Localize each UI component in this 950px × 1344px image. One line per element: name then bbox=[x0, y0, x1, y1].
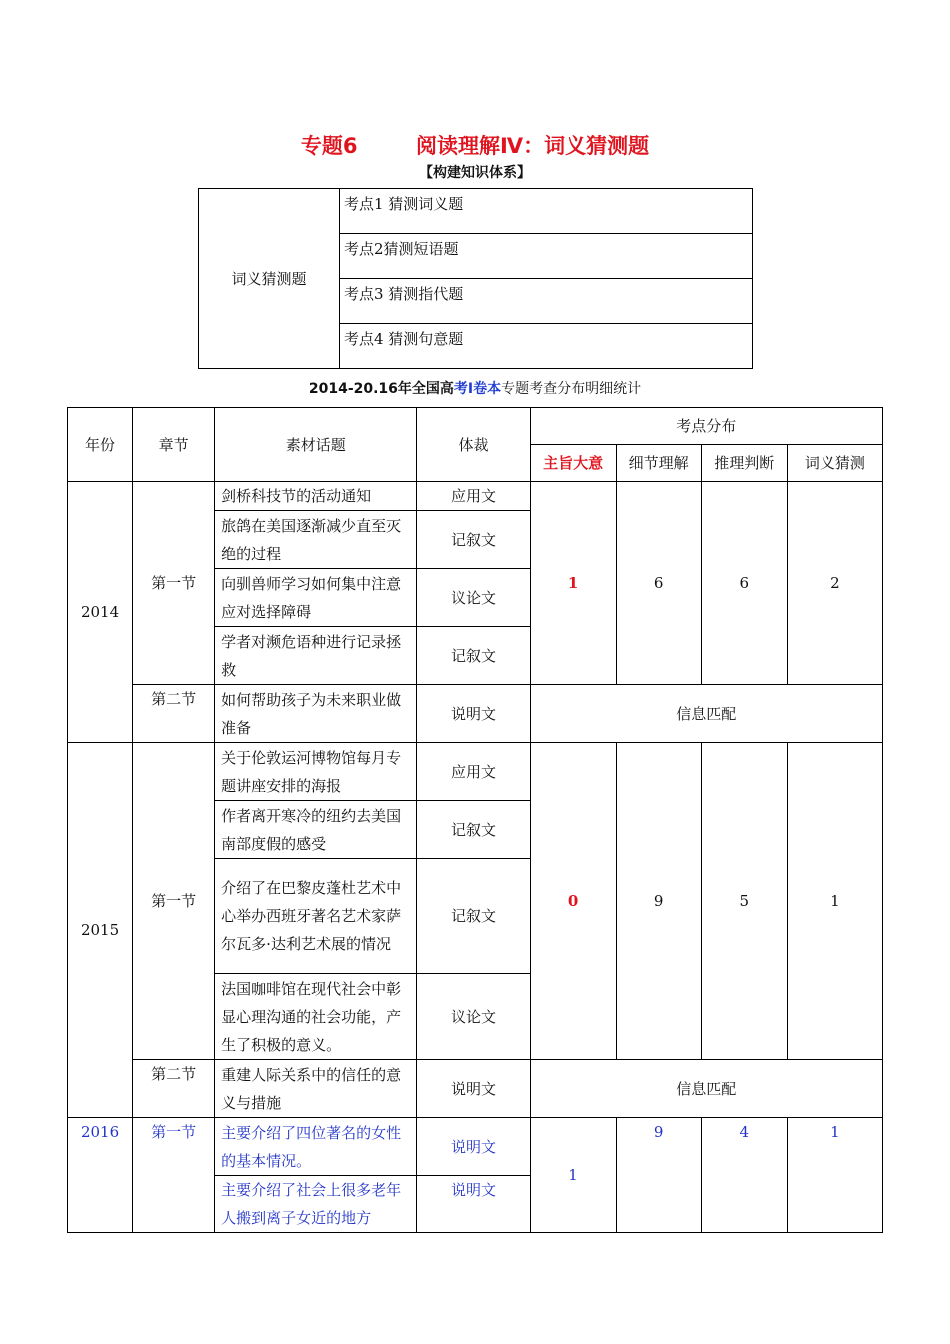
count-detail: 9 bbox=[616, 743, 701, 1060]
title-text: 阅读理解Ⅳ：词义猜测题 bbox=[416, 134, 650, 158]
section-cell: 第一节 bbox=[133, 482, 215, 685]
page-title bbox=[0, 130, 950, 160]
header-genre: 体裁 bbox=[417, 408, 530, 482]
year-cell: 2016 bbox=[68, 1118, 133, 1233]
count-main: 0 bbox=[530, 743, 616, 1060]
topic-cell: 如何帮助孩子为未来职业做准备 bbox=[215, 685, 417, 743]
section-cell: 第一节 bbox=[133, 743, 215, 1060]
genre-cell: 记叙文 bbox=[417, 511, 530, 569]
count-detail: 9 bbox=[616, 1118, 701, 1233]
knowledge-point: 考点3 猜测指代题 bbox=[340, 279, 753, 324]
header-word: 词义猜测 bbox=[787, 445, 882, 482]
year-cell: 2014 bbox=[68, 482, 133, 743]
genre-cell: 说明文 bbox=[417, 685, 530, 743]
section-cell: 第二节 bbox=[133, 685, 215, 743]
section-cell: 第二节 bbox=[133, 1060, 215, 1118]
stats-title-part1: 2014-20.16年全国高 bbox=[308, 381, 454, 397]
header-detail: 细节理解 bbox=[616, 445, 701, 482]
genre-cell: 记叙文 bbox=[417, 801, 530, 859]
count-word: 1 bbox=[787, 1118, 882, 1233]
topic-cell: 关于伦敦运河博物馆每月专题讲座安排的海报 bbox=[215, 743, 417, 801]
header-topic: 素材话题 bbox=[215, 408, 417, 482]
section-cell: 第一节 bbox=[133, 1118, 215, 1233]
section-subtitle: 【构建知识体系】 bbox=[419, 165, 531, 181]
header-dist: 考点分布 bbox=[530, 408, 882, 445]
year-cell: 2015 bbox=[68, 743, 133, 1118]
count-detail: 6 bbox=[616, 482, 701, 685]
stats-title-part2: 考Ⅰ卷本 bbox=[453, 381, 502, 397]
knowledge-point: 考点2猜测短语题 bbox=[340, 234, 753, 279]
info-match-cell: 信息匹配 bbox=[530, 685, 882, 743]
knowledge-label: 词义猜测题 bbox=[199, 189, 340, 369]
topic-cell: 作者离开寒冷的纽约去美国南部度假的感受 bbox=[215, 801, 417, 859]
topic-cell: 旅鸽在美国逐渐减少直至灭绝的过程 bbox=[215, 511, 417, 569]
topic-cell: 法国咖啡馆在现代社会中彰显心理沟通的社会功能，产生了积极的意义。 bbox=[215, 974, 417, 1060]
topic-cell: 主要介绍了四位著名的女性的基本情况。 bbox=[215, 1118, 417, 1176]
genre-cell: 议论文 bbox=[417, 974, 530, 1060]
count-inference: 6 bbox=[701, 482, 787, 685]
genre-cell: 说明文 bbox=[417, 1060, 530, 1118]
header-main-idea: 主旨大意 bbox=[530, 445, 616, 482]
stats-title bbox=[0, 378, 950, 398]
topic-cell: 学者对濒危语种进行记录拯救 bbox=[215, 627, 417, 685]
knowledge-point: 考点1 猜测词义题 bbox=[340, 189, 753, 234]
count-inference: 5 bbox=[701, 743, 787, 1060]
topic-cell: 重建人际关系中的信任的意义与措施 bbox=[215, 1060, 417, 1118]
title-number: 专题6 bbox=[300, 134, 358, 158]
count-main: 1 bbox=[530, 482, 616, 685]
info-match-cell: 信息匹配 bbox=[530, 1060, 882, 1118]
topic-cell: 介绍了在巴黎皮蓬杜艺术中心举办西班牙著名艺术家萨尔瓦多·达利艺术展的情况 bbox=[215, 859, 417, 974]
header-inference: 推理判断 bbox=[701, 445, 787, 482]
genre-cell: 记叙文 bbox=[417, 859, 530, 974]
count-inference: 4 bbox=[701, 1118, 787, 1233]
header-year: 年份 bbox=[68, 408, 133, 482]
count-word: 1 bbox=[787, 743, 882, 1060]
genre-cell: 说明文 bbox=[417, 1118, 530, 1176]
topic-cell: 向驯兽师学习如何集中注意应对选择障碍 bbox=[215, 569, 417, 627]
knowledge-table bbox=[198, 188, 753, 369]
stats-table bbox=[67, 407, 883, 1233]
count-main: 1 bbox=[530, 1118, 616, 1233]
header-section: 章节 bbox=[133, 408, 215, 482]
genre-cell: 应用文 bbox=[417, 482, 530, 511]
count-word: 2 bbox=[787, 482, 882, 685]
topic-cell: 主要介绍了社会上很多老年人搬到离子女近的地方 bbox=[215, 1176, 417, 1233]
genre-cell: 记叙文 bbox=[417, 627, 530, 685]
topic-cell: 剑桥科技节的活动通知 bbox=[215, 482, 417, 511]
stats-title-part3: 专题考查分布明细统计 bbox=[501, 381, 642, 397]
knowledge-point: 考点4 猜测句意题 bbox=[340, 324, 753, 369]
genre-cell: 应用文 bbox=[417, 743, 530, 801]
genre-cell: 说明文 bbox=[417, 1176, 530, 1233]
genre-cell: 议论文 bbox=[417, 569, 530, 627]
